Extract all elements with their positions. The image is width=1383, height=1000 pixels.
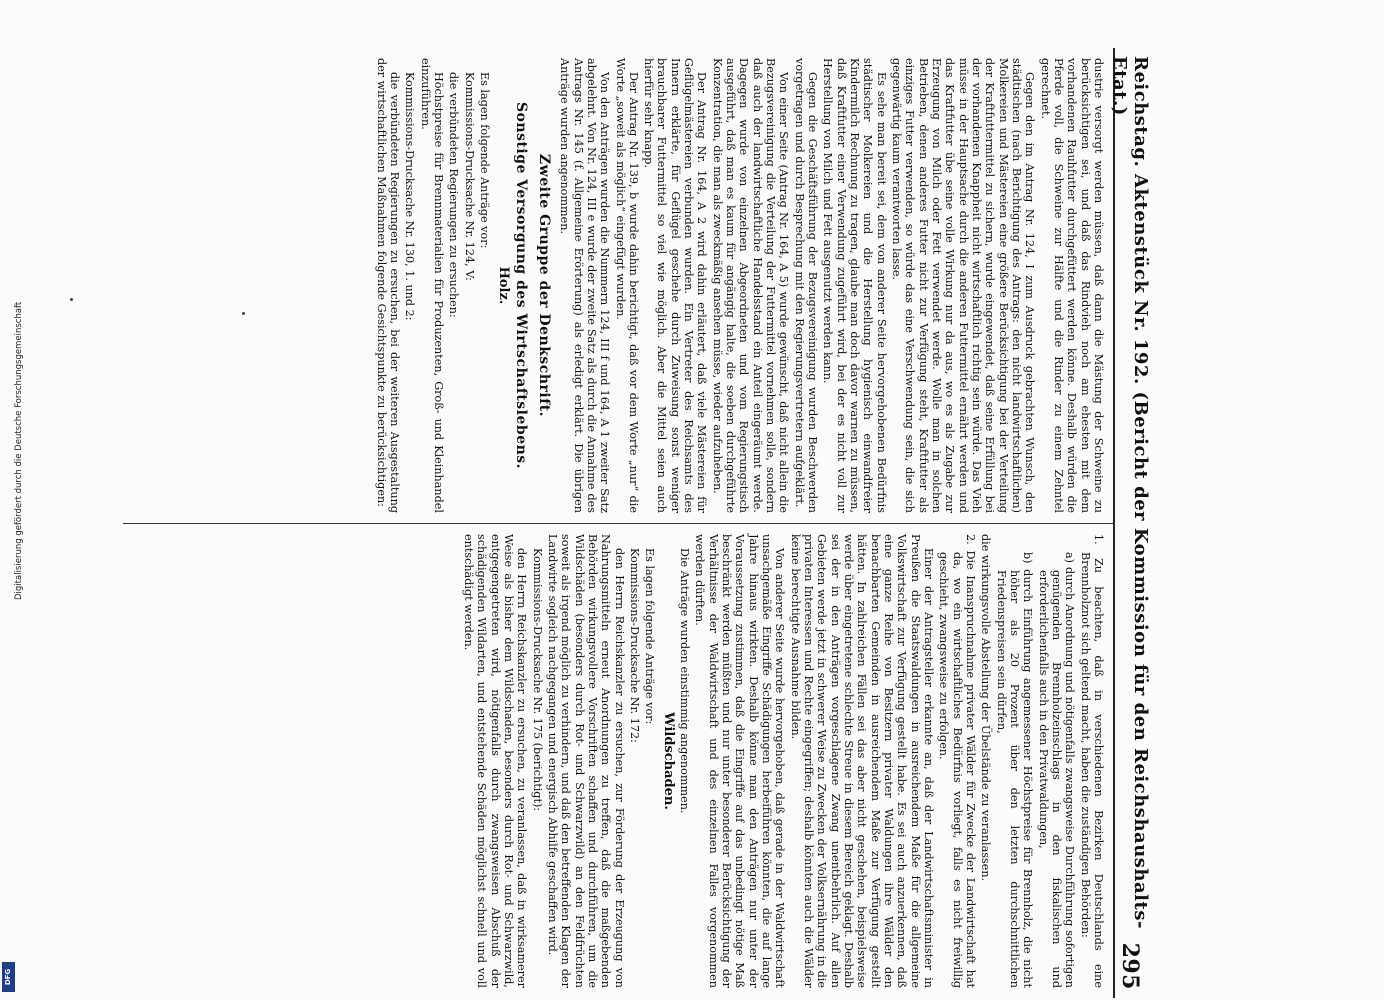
paragraph: Von anderer Seite wurde hervorgehoben, daß gerade in der Waldwirtschaft unsachgemäße Eingriffe Schädigungen herbeiführen könnten, die auf lange Jahre hinaus wirkten. Deshalb könne man den Anträgen nur unter der Voraussetzung zustimmen, daß die Eingriffe auf das unbedingt nötige Maß beschränkt werden müßten und nur unter besonderer Berücksichtigung der Verhältnisse der Waldwirtschaft und des einzelnen Falles vorgenommen werden dürften. [693, 534, 787, 988]
list-item: die wirkungsvolle Abstellung der Übelstände zu veranlassen. [979, 534, 993, 882]
list-item: 1. Zu beachten, daß in verschiedenen Bezirken Deutschlands eine Brennholznot sich geltend macht, haben die zuständigen Behörden: [1078, 534, 1105, 988]
left-column [123, 48, 1113, 523]
digitization-credit: Digitalisierung gefördert durch die Deutsche Forschungsgemeinschaft [14, 301, 24, 600]
paragraph: den Herrn Reichskanzler zu ersuchen, zur Förderung der Erzeugung von Nahrungsmitteln erneut Anordnungen zu treffen, daß die maßgebenden Behörden wirkungsvollere Vorschriften schaffen und durchführen, um die Wildschäden (besonders durch Rot- und Schwarzwild) an den Feldfrüchten soweit als irgend möglich zu verhindern, und daß den betreffenden Klagen der Landwirte sogleich nachgegangen und energisch Abhilfe geschaffen wird. [546, 534, 626, 988]
paragraph: Von den Anträgen wurden die Nummern 124, III f und 164, A 1 zweiter Satz abgelehnt. Von Nr. 124, III e wurde der zweite Satz als durch die Annahme des Antrags Nr. 145 (f. Allgemeine Erörterung) als erledigt erklärt. Die übrigen Anträge wurden angenommen. [558, 58, 612, 513]
sidebar-credit [0, 0, 24, 1000]
section-heading: Zweite Gruppe der Denkschrift. [535, 153, 552, 418]
paragraph: Es lagen folgende Anträge vor: [478, 72, 492, 249]
right-column [123, 523, 1113, 998]
paragraph: Kommissions-Drucksache Nr. 124, V: [462, 72, 476, 281]
paragraph: Kommissions-Drucksache Nr. 175 (berichtigt): [530, 548, 544, 812]
section-subheading: Sonstige Versorgung des Wirtschaftslebens. [513, 101, 530, 470]
list-item: b) durch Einführung angemessener Höchstpreise für Brennholz, die nicht höher als 20 Prozent über den letzten durchschnittlichen Friedenspreisen sein dürfen, [994, 552, 1035, 988]
paragraph: Kommissions-Drucksache Nr. 130, 1. und 2: [403, 72, 417, 321]
subsection-heading: Holz. [495, 266, 511, 305]
subsection-heading: Wildschaden. [660, 712, 676, 810]
paragraph: Es sehe man bereit sei, dem von anderer Seite hervorgehobenen Bedürfnis städtischer Molkereien und die Herstellung hygienisch einwandfreier Kindermilch Rechnung zu tragen, glaube man doch davor warnen zu müssen, daß Kraftfutter einer Verwendung zugeführt wird, bei der es nicht voll zur Herstellung von Milch und Fett ausgenutzt werden kann. [821, 58, 888, 513]
list-item: a) durch Anordnung und nötigenfalls zwangsweise Durchführung sofortigen genügenden Brennholzeinschlags in den fiskalischen und erforderlichenfalls auch in den Privatwaldungen, [1036, 552, 1077, 988]
paragraph: den Herrn Reichskanzler zu ersuchen, zu veranlassen, daß in wirksamerer Weise als bisher dem Wildschaden, besonders durch Rot- und Schwarzwild, entgegengetreten wird, nötigenfalls durch zwangsweisen Abschuß der schädigenden Wildarten, und entstehende Schäden möglichst schnell und voll entschädigt werden. [462, 534, 529, 988]
paragraph: Kommissions-Drucksache Nr. 172: [628, 548, 642, 743]
paragraph: dustrie versorgt werden müssen, daß dann die Mästung der Schweine zu berücksichtigen sei, und daß das Rindvieh noch am ehesten mit dem vorhandenen Rauhfutter durchgefüttert werden könne. Deshalb würden die Pferde voll, die Schweine zur Hälfte und die Rinder zu einem Zehntel gerechnet. [1038, 58, 1105, 513]
paragraph: Die Anträge wurden einstimmig angenommen. [678, 548, 692, 814]
paragraph: Gegen den im Antrag Nr. 124, I zum Ausdruck gebrachten Wunsch, den städtischen (nach Berichtigung des Antrags: den nicht landwirtschaftlichen) Molkereien und Mästereien eine größere Berücksichtigung bei der Verteilung der Kraftfuttermittel zu sichern, wurde eingewendet, daß seine Erfüllung bei der vorhandenen Knappheit nicht wirtschaftlich richtig sein würde. Das Vieh müsse in der Hauptsache durch die anderen Futtermittel ernährt werden und das Kraftfutter übe seine volle Wirkung nur da aus, wo es als Zugabe zur Erzeugung von Milch oder Fett verwendet werde. Wolle man in solchen Betrieben, denen anderes Futter nicht zur Verfügung steht, Kraftfutter als einziges Futter verwenden, so würde das eine Verschwendung sein, die sich gegenwärtig kaum verantworten lasse. [890, 58, 1037, 513]
running-head: Reichstag. Aktenstück Nr. 192. (Bericht der Kommission für den Reichshaushalts-Etat.) [1109, 56, 1151, 929]
paragraph: Von einer Seite (Antrag Nr. 164, A 5) wurde gewünscht, daß nicht allein die Bezugsvereinigung die Verteilung der Futtermittel vornehmen solle, sondern daß auch der landwirtschaftliche Handelsstand ein Anteil eingeräumt werde. Dagegen wurde von einzelnen Abgeordneten und vom Regierungstisch ausgeführt, daß man es kaum für angängig halte, die soeben durchgeführte Konzentration, die man als zweckmäßig ansehen müsse, wieder aufzuheben. [710, 58, 791, 513]
paragraph: Gegen die Geschäftsführung der Bezugsvereinigung wurden Beschwerden vorgetragen und durch Besprechung mit den Regierungsvertretern aufgeklärt. [792, 58, 820, 513]
paragraph: die verbündeten Regierungen zu ersuchen, bei der weiteren Ausgestaltung der wirtschaftlichen Maßnahmen folgende Gesichtspunkte zu berücksichtigen: [374, 58, 402, 513]
scan-speck [70, 298, 73, 301]
paragraph: Es lagen folgende Anträge vor: [643, 548, 657, 725]
list-item: 2. Die Inanspruchnahme privater Wälder für Zwecke der Landwirtschaft hat da, wo ein wirtschaftliches Bedürfnis vorliegt, falls es nicht freiwillig geschieht, zwangsweise zu erfolgen. [937, 534, 978, 988]
paragraph: Der Antrag Nr. 139, b wurde dahin berichtigt, daß vor dem Worte „nur“ die Worte „soweit als möglich“ eingefügt wurden. [613, 58, 640, 513]
paragraph: die verbündeten Regierungen zu ersuchen: [447, 72, 461, 318]
rotated-page-content [105, 48, 1151, 998]
paragraph: Höchstpreise für Brennmaterialien für Produzenten, Groß- und Kleinhandel einzuführen. [418, 58, 446, 513]
paragraph: Einer der Antragsteller erkannte an, daß der Landwirtschaftsminister in Preußen die Staatswaldungen in ausreichendem Maße für die allgemeine Volkswirtschaft zur Verfügung gestellt habe. Es sei auch anzuerkennen, daß eine ganze Reihe von Besitzern privater Waldungen ihre Wälder den benachbarten Gemeinden in ausreichendem Maße zur Verfügung gestellt hätten. In zahlreichen Fällen sei das aber nicht geschehen, beispielsweise werde über eingetretene schlechte Streue in diesem Bereich geklagt. Deshalb sei der in den Anträgen vorgeschlagene Zwang unentbehrlich. Auf allen Gebieten werde jetzt in schwerer Weise zu Zwecken der Volksernährung in die privaten Interessen und Rechte eingegriffen; deshalb könnten auch die Wälder keine berechtigte Ausnahme bilden. [788, 534, 936, 988]
paragraph: Der Antrag Nr. 164, A 2 wird dahin erläutert, daß viele Mästereien für Geflügelmästereien verbunden wurden. Ein Vertreter des Reichsamts des Innern erklärte, für Geflügel geschehe durch Zuweisung sonst weniger brauchbarer Futtermittel so viel wie möglich. Aber die Mittel seien auch hierfür sehr knapp. [642, 58, 709, 513]
dfg-logo-icon: DFG [2, 962, 15, 992]
page-header [1109, 48, 1151, 998]
page-number: 295 [1117, 942, 1143, 990]
